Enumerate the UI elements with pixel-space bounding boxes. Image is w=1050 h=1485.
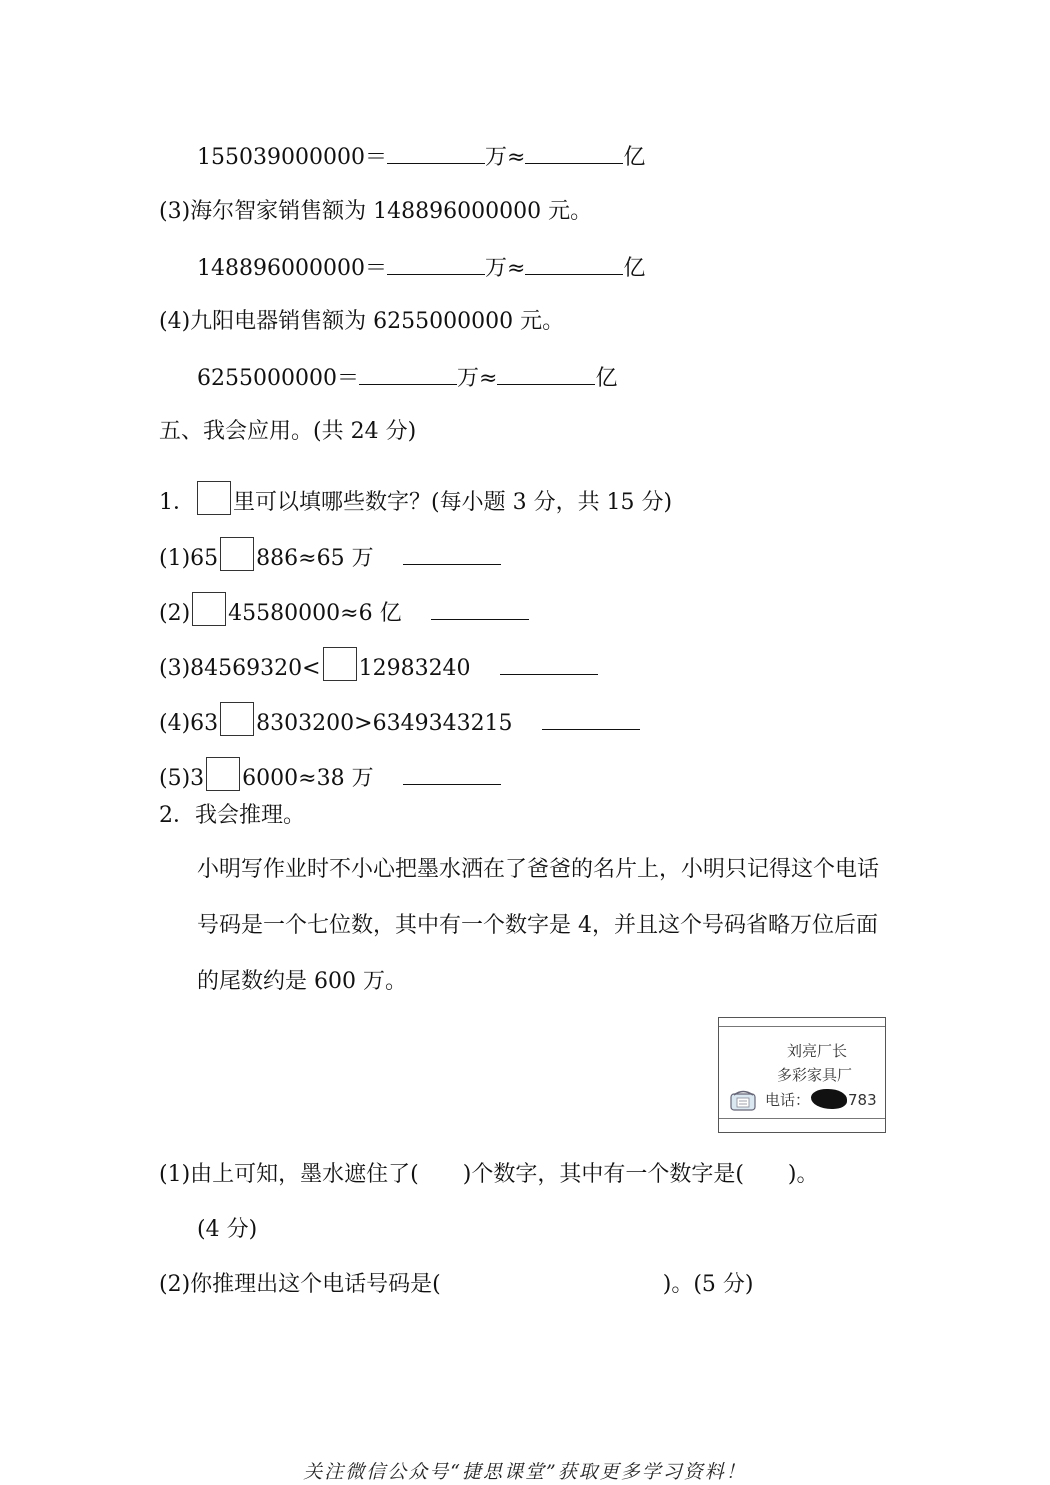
answer-blank[interactable]	[403, 542, 501, 565]
digit-box[interactable]	[220, 537, 254, 571]
question-4-statement: (4)九阳电器销售额为 6255000000 元。	[159, 309, 565, 334]
ink-blot	[811, 1089, 847, 1109]
conversion-line-q2: 155039000000＝ 万≈ 亿	[197, 141, 645, 173]
answer-blank-wan[interactable]	[359, 362, 457, 385]
part-1-item-3: (3)84569320< 12983240	[159, 647, 598, 684]
phone-icon	[729, 1088, 759, 1118]
conversion-line-q4: 6255000000＝ 万≈ 亿	[197, 362, 617, 394]
part-2-heading: 2．我会推理。	[159, 803, 305, 828]
part-2-sub-1-points: (4 分)	[197, 1217, 258, 1242]
card-top-rule	[719, 1026, 885, 1027]
digit-box[interactable]	[323, 647, 357, 681]
part-2-sub-2: (2)你推理出这个电话号码是( )。(5 分)	[159, 1272, 754, 1297]
answer-blank[interactable]	[542, 707, 640, 730]
answer-blank-wan[interactable]	[387, 141, 485, 164]
answer-blank[interactable]	[431, 597, 529, 620]
part-1-item-1: (1)65 886≈65 万	[159, 537, 501, 574]
digit-box[interactable]	[192, 592, 226, 626]
part-2-sub-1: (1)由上可知，墨水遮住了( )个数字，其中有一个数字是( )。	[159, 1162, 819, 1187]
answer-blank-wan[interactable]	[387, 252, 485, 275]
answer-blank-yi[interactable]	[525, 252, 623, 275]
section-5-heading: 五、我会应用。(共 24 分)	[159, 419, 417, 444]
answer-blank[interactable]	[403, 762, 501, 785]
part-1-heading: 1． 里可以填哪些数字？(每小题 3 分，共 15 分)	[159, 481, 672, 518]
part-1-item-5: (5)3 6000≈38 万	[159, 757, 501, 794]
number: 155039000000	[197, 145, 365, 170]
question-3-statement: (3)海尔智家销售额为 148896000000 元。	[159, 199, 593, 224]
footer-note: 关注微信公众号“捷思课堂”获取更多学习资料！	[303, 1461, 747, 1483]
part-1-item-4: (4)63 8303200>6349343215	[159, 702, 640, 739]
card-bottom-rule	[719, 1118, 885, 1119]
answer-blank-yi[interactable]	[525, 141, 623, 164]
conversion-line-q3: 148896000000＝ 万≈ 亿	[197, 252, 645, 284]
digit-box[interactable]	[220, 702, 254, 736]
digit-box	[197, 481, 231, 515]
part-1-item-2: (2) 45580000≈6 亿	[159, 592, 529, 629]
business-card	[718, 1017, 886, 1133]
card-name: 刘亮厂长	[787, 1042, 848, 1060]
card-phone: 电话： 783	[765, 1091, 877, 1109]
part-2-paragraph: 小明写作业时不小心把墨水洒在了爸爸的名片上，小明只记得这个电话号码是一个七位数，其中有一个数字是 4，并且这个号码省略万位后面的尾数约是 600 万。	[197, 857, 880, 994]
answer-blank-yi[interactable]	[497, 362, 595, 385]
card-company: 多彩家具厂	[777, 1066, 853, 1084]
digit-box[interactable]	[206, 757, 240, 791]
answer-blank[interactable]	[500, 652, 598, 675]
